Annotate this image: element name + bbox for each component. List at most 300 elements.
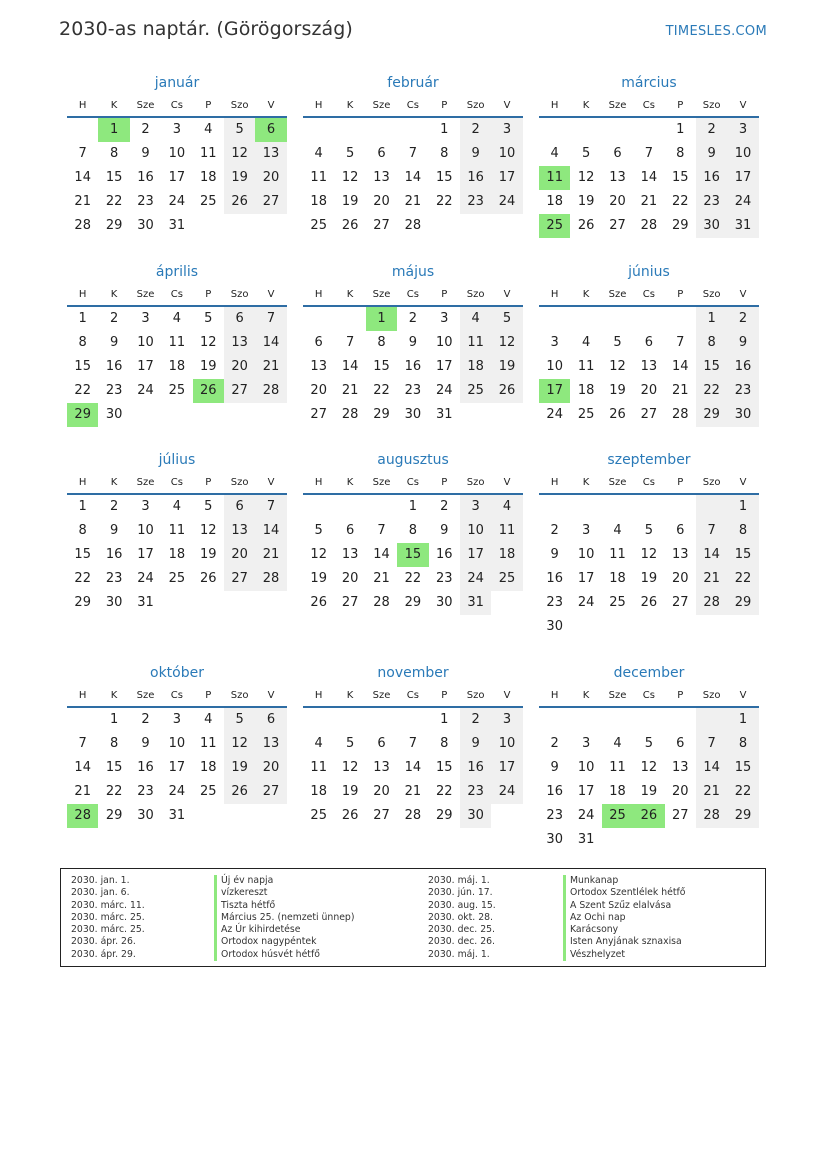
week-row [539,780,759,804]
calendar-day: 2 [408,311,417,326]
empty-day [570,708,601,732]
calendar-day: 9 [696,142,727,166]
calendar-day: 30 [435,595,453,610]
week-row [67,780,287,804]
calendar-day: 13 [255,142,286,166]
calendar-day: 27 [373,808,390,823]
empty-day [602,495,633,519]
calendar-day: 25 [577,407,595,422]
calendar-day: 30 [696,214,727,238]
week-row [67,331,287,355]
calendar-day: 3 [727,118,758,142]
weekday-header [67,684,287,708]
holiday-day: 17 [539,379,570,403]
calendar-day: 14 [640,170,658,185]
calendar-day: 11 [609,760,626,775]
weekday-label: H [78,476,87,488]
calendar-day: 7 [345,335,355,350]
calendar-day: 13 [255,732,286,756]
calendar-day: 25 [168,571,186,586]
calendar-day: 10 [435,335,453,350]
calendar-day: 15 [74,547,91,562]
calendar-day: 12 [577,170,595,185]
calendar-day: 14 [671,359,689,374]
calendar-day: 19 [224,166,255,190]
empty-day [224,214,255,238]
holiday-name: A Szent Szűz elalvása [563,900,685,912]
holiday-name: Munkanap [563,875,685,887]
calendar-day: 1 [727,495,758,519]
weekday-label: Cs [170,476,183,488]
calendar-day: 8 [377,335,386,350]
week-row [67,379,287,403]
calendar-day: 17 [137,359,154,374]
calendar-day: 25 [199,784,217,799]
week-row [539,804,759,828]
calendar-day: 10 [137,335,154,350]
weekday-label: Szo [230,288,249,300]
calendar-day: 15 [435,170,453,185]
calendar-day: 7 [255,495,286,519]
calendar-day: 5 [204,311,213,326]
calendar-day: 29 [727,591,758,615]
weekday-label: H [550,288,559,300]
calendar-day: 27 [255,190,286,214]
calendar-day: 3 [172,122,181,137]
empty-day [161,591,192,615]
calendar-day: 19 [199,359,217,374]
calendar-day: 26 [341,808,359,823]
calendar-day: 5 [644,736,653,751]
calendar-day: 4 [550,146,559,161]
weekday-label: K [346,288,354,300]
weekday-label: Szo [702,476,721,488]
week-row [303,591,523,615]
calendar-day: 12 [341,170,359,185]
calendar-day: 7 [78,146,87,161]
week-row [67,591,287,615]
month-12 [539,662,759,852]
calendar-day: 26 [224,780,255,804]
calendar-day: 8 [109,146,119,161]
weekday-header [539,684,759,708]
calendar-day: 21 [640,194,658,209]
calendar-day: 6 [676,523,685,538]
empty-day [193,214,224,238]
week-row [303,379,523,403]
calendar-day: 10 [168,146,186,161]
holiday-date: 2030. jún. 17. [428,887,493,899]
empty-day [602,307,633,331]
calendar-day: 4 [314,146,323,161]
calendar-day: 8 [727,519,758,543]
calendar-day: 26 [609,407,626,422]
calendar-day: 28 [341,407,359,422]
calendar-day: 25 [310,218,327,233]
calendar-day: 19 [341,784,359,799]
weekday-header [67,94,287,118]
calendar-day: 27 [224,567,255,591]
week-row [303,567,523,591]
calendar-day: 24 [460,567,491,591]
holiday-date: 2030. ápr. 26. [71,936,136,948]
calendar-day: 14 [74,170,91,185]
weekday-label: Cs [170,99,183,111]
holiday-day: 26 [633,804,664,828]
week-row [539,118,759,142]
week-row [67,567,287,591]
calendar-day: 9 [109,335,119,350]
calendar-day: 28 [404,808,422,823]
calendar-day: 24 [577,595,595,610]
weekday-header [303,471,523,495]
holiday-date: 2030. aug. 15. [428,899,496,911]
holiday-day: 26 [193,379,224,403]
month-name: január [154,75,200,91]
calendar-day: 22 [404,571,422,586]
calendar-day: 12 [199,335,217,350]
calendar-day: 8 [727,732,758,756]
weekday-header [67,283,287,307]
weekday-label: Sze [372,99,391,111]
calendar-day: 27 [310,407,327,422]
weekday-label: Szo [466,99,485,111]
weekday-label: K [346,689,354,701]
empty-day [193,804,224,828]
calendar-day: 16 [404,359,422,374]
calendar-day: 13 [341,547,359,562]
week-row [539,519,759,543]
calendar-day: 10 [577,760,595,775]
month-name: július [158,452,196,468]
weekday-label: V [739,99,747,111]
empty-day [539,118,570,142]
holiday-list [60,868,766,967]
calendar-day: 30 [404,407,422,422]
weekday-label: P [677,99,684,111]
month-9 [539,449,759,639]
calendar-day: 30 [546,832,563,847]
calendar-day: 6 [345,523,355,538]
calendar-day: 18 [310,194,327,209]
calendar-day: 24 [491,190,522,214]
weekday-label: V [267,99,275,111]
empty-day [366,708,397,732]
calendar-day: 11 [609,547,626,562]
calendar-day: 28 [255,567,286,591]
calendar-day: 1 [727,708,758,732]
weekday-label: Cs [406,476,419,488]
holiday-day: 15 [397,543,428,567]
holiday-names-left [214,875,354,961]
week-row [539,591,759,615]
calendar-day: 13 [224,519,255,543]
calendar-day: 22 [74,571,91,586]
calendar-day: 16 [696,166,727,190]
holiday-date: 2030. máj. 1. [428,948,490,960]
calendar-day: 15 [727,543,758,567]
calendar-day: 3 [141,499,150,514]
calendar-day: 27 [671,808,689,823]
holiday-day: 1 [366,307,397,331]
weekday-label: V [739,476,747,488]
calendar-day: 21 [696,780,727,804]
calendar-day: 6 [314,335,323,350]
calendar-day: 9 [550,760,559,775]
calendar-day: 3 [172,712,181,727]
calendar-day: 25 [460,379,491,403]
month-1 [67,72,287,238]
calendar-day: 15 [696,355,727,379]
calendar-day: 27 [609,218,626,233]
calendar-day: 28 [255,379,286,403]
weekday-label: Sze [136,689,155,701]
month-name: április [155,264,199,280]
calendar-day: 5 [345,146,355,161]
calendar-day: 15 [435,760,453,775]
calendar-day: 8 [440,736,449,751]
calendar-day: 28 [404,218,422,233]
empty-day [303,118,334,142]
calendar-day: 11 [577,359,595,374]
site-link[interactable]: TIMESLES.COM [665,24,767,39]
weekday-header [303,94,523,118]
calendar-day: 3 [581,523,591,538]
calendar-day: 4 [613,736,622,751]
calendar-day: 23 [546,595,563,610]
calendar-day: 7 [408,736,417,751]
month-name: október [150,665,204,681]
holiday-date: 2030. máj. 1. [428,875,490,886]
calendar-day: 27 [373,218,390,233]
calendar-day: 10 [546,359,563,374]
weekday-label: H [314,476,323,488]
calendar-day: 21 [74,784,91,799]
holiday-date: 2030. ápr. 29. [71,948,136,960]
calendar-day: 2 [440,499,449,514]
calendar-day: 8 [676,146,685,161]
weekday-label: Sze [136,99,155,111]
weekday-label: K [582,476,590,488]
calendar-day: 15 [105,760,123,775]
calendar-day: 14 [696,756,727,780]
calendar-day: 17 [137,547,154,562]
calendar-day: 20 [341,571,359,586]
empty-day [539,307,570,331]
calendar-day: 30 [460,804,491,828]
calendar-day: 20 [255,756,286,780]
calendar-day: 23 [137,194,154,209]
empty-day [570,615,601,639]
month-2 [303,72,523,238]
weekday-label: P [677,476,684,488]
empty-day [224,804,255,828]
weekday-label: P [441,99,448,111]
calendar-day: 16 [435,547,453,562]
month-name: március [621,75,677,91]
weekday-label: K [346,99,354,111]
weekday-label: Sze [136,476,155,488]
calendar-day: 6 [224,307,255,331]
month-4 [67,261,287,427]
calendar-day: 29 [404,595,422,610]
weekday-label: H [314,288,323,300]
week-row [539,756,759,780]
empty-day [224,591,255,615]
calendar-day: 5 [224,708,255,732]
calendar-day: 8 [109,736,119,751]
calendar-day: 26 [640,595,658,610]
calendar-day: 25 [310,808,327,823]
calendar-day: 20 [373,784,390,799]
empty-day [602,828,633,852]
calendar-day: 17 [577,571,595,586]
calendar-day: 11 [168,523,186,538]
calendar-day: 21 [255,355,286,379]
month-name: február [387,75,439,91]
holiday-day: 6 [255,118,286,142]
calendar-day: 7 [78,736,87,751]
calendar-day: 13 [671,760,689,775]
calendar-day: 24 [546,407,563,422]
calendar-day: 10 [491,732,522,756]
calendar-day: 9 [550,547,559,562]
calendar-day: 20 [224,543,255,567]
empty-day [491,403,522,427]
calendar-day: 1 [440,712,449,727]
calendar-day: 4 [204,122,213,137]
calendar-day: 20 [224,355,255,379]
weekday-label: V [503,288,511,300]
week-row [539,403,759,427]
week-row [67,142,287,166]
holiday-name: Vészhelyzet [563,949,685,961]
week-row [303,214,523,238]
calendar-day: 1 [109,712,119,727]
calendar-day: 12 [199,523,217,538]
calendar-day: 26 [577,218,595,233]
weekday-label: Sze [608,288,627,300]
calendar-day: 28 [696,804,727,828]
calendar-day: 21 [255,543,286,567]
calendar-day: 28 [640,218,658,233]
calendar-day: 14 [255,331,286,355]
weekday-label: V [739,288,747,300]
empty-day [334,118,365,142]
calendar-day: 29 [727,804,758,828]
week-row [539,142,759,166]
week-row [67,519,287,543]
weekday-label: V [739,689,747,701]
holiday-day: 11 [539,166,570,190]
calendar-day: 19 [609,383,626,398]
empty-day [334,307,365,331]
calendar-day: 29 [671,218,689,233]
calendar-day: 22 [105,194,123,209]
empty-day [161,403,192,427]
weekday-label: P [677,288,684,300]
weekday-label: Szo [702,99,721,111]
calendar-day: 18 [310,784,327,799]
weekday-header [539,283,759,307]
calendar-day: 19 [310,571,327,586]
calendar-day: 14 [341,359,359,374]
calendar-day: 7 [676,335,685,350]
empty-day [255,591,286,615]
calendar-day: 16 [546,571,563,586]
weekday-label: P [677,689,684,701]
holiday-name: Március 25. (nemzeti ünnep) [214,912,354,924]
weekday-label: V [267,476,275,488]
calendar-day: 31 [168,808,186,823]
week-row [303,118,523,142]
week-row [67,804,287,828]
empty-day [303,307,334,331]
month-7 [67,449,287,615]
calendar-day: 5 [314,523,323,538]
holiday-name: Karácsony [563,924,685,936]
weekday-label: H [550,476,559,488]
calendar-day: 8 [78,523,87,538]
calendar-day: 14 [74,760,91,775]
holiday-date: 2030. dec. 25. [428,924,495,936]
calendar-day: 10 [491,142,522,166]
weekday-label: H [314,689,323,701]
week-row [67,118,287,142]
calendar-day: 12 [640,547,658,562]
month-name: május [391,264,435,280]
calendar-day: 18 [460,355,491,379]
week-row [539,615,759,639]
calendar-day: 11 [491,519,522,543]
calendar-day: 20 [373,194,390,209]
month-name: augusztus [377,452,449,468]
calendar-day: 23 [435,571,453,586]
calendar-day: 3 [491,708,522,732]
week-row [303,331,523,355]
calendar-day: 12 [224,142,255,166]
calendar-day: 11 [310,760,327,775]
calendar-day: 13 [224,331,255,355]
calendar-day: 21 [696,567,727,591]
calendar-day: 25 [199,194,217,209]
calendar-day: 9 [440,523,449,538]
calendar-day: 30 [105,595,123,610]
week-row [303,780,523,804]
calendar-day: 21 [671,383,689,398]
calendar-day: 18 [199,760,217,775]
calendar-day: 9 [109,523,119,538]
calendar-day: 4 [314,736,323,751]
week-row [67,355,287,379]
week-row [539,708,759,732]
month-8 [303,449,523,615]
calendar-day: 22 [727,780,758,804]
calendar-day: 9 [460,142,491,166]
weekday-label: Cs [406,689,419,701]
calendar-day: 8 [696,331,727,355]
holiday-day: 25 [539,214,570,238]
calendar-day: 7 [377,523,386,538]
week-row [67,166,287,190]
calendar-day: 24 [168,784,186,799]
calendar-day: 29 [105,808,123,823]
empty-day [460,214,491,238]
calendar-day: 22 [105,784,123,799]
calendar-day: 22 [435,784,453,799]
calendar-day: 24 [137,571,154,586]
calendar-day: 2 [696,118,727,142]
